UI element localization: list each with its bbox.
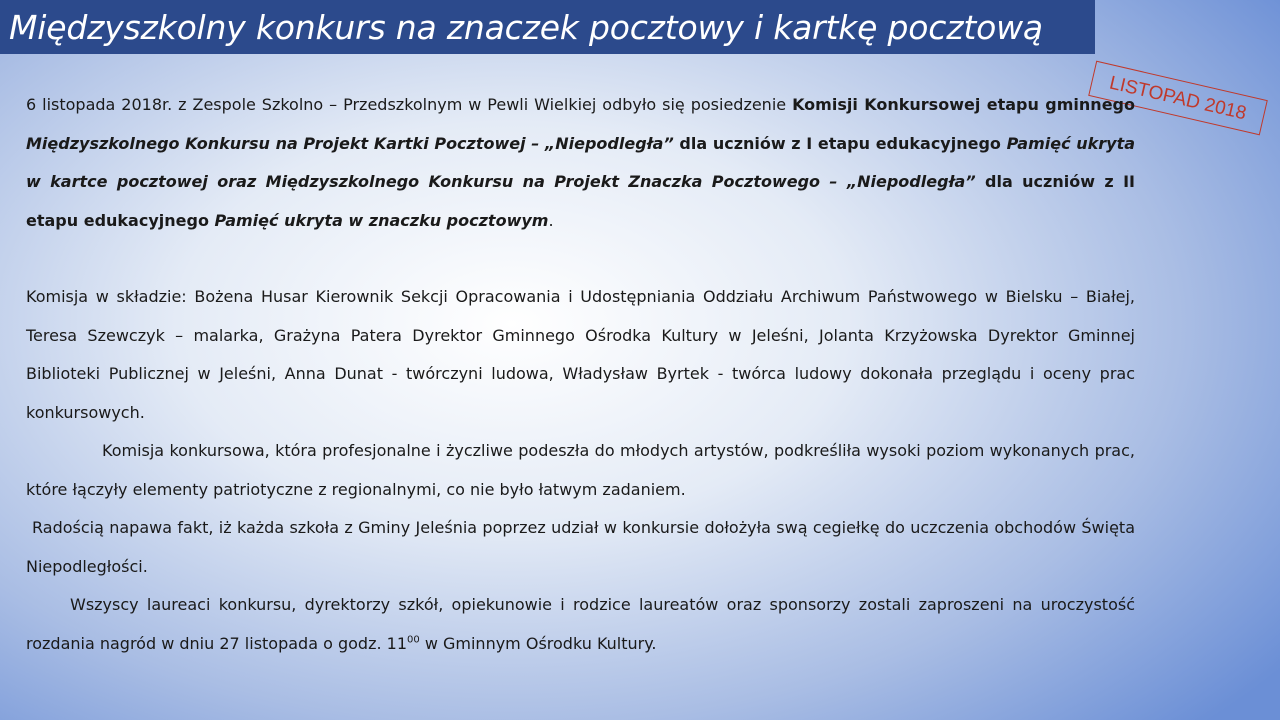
invitation-text: Wszyscy laureaci konkursu, dyrektorzy szkół, opiekunowie i rodzice laureatów oraz sponsorzy zostali zaproszeni na uroczystość rozdania nagród w dniu 27 listopada o godz. 11 (26, 595, 1135, 653)
intro-stage-two: dla uczniów z II etapu edukacyjnego (26, 172, 1135, 230)
invitation-place: w Gminnym Ośrodku Kultury. (419, 633, 657, 653)
date-stamp: LISTOPAD 2018 (1088, 61, 1268, 136)
paragraph-joy: Radością napawa fakt, iż każda szkoła z Gminy Jeleśnia poprzez udział w konkursie dołożyła swą cegiełkę do uczczenia obchodów Święta Niepodległości. (26, 518, 1135, 576)
paragraph-committee: Komisja w składzie: Bożena Husar Kierownik Sekcji Opracowania i Udostępniania Oddziału Archiwum Państwowego w Bielsku – Białej, Teresa Szewczyk – malarka, Grażyna Patera Dyrektor Gminnego Ośrodka Kultury w Jeleśni, Jolanta Krzyżowska Dyrektor Gminnej Biblioteki Publicznej w Jeleśni, Anna Dunat - twórczyni ludowa, Władysław Byrtek - twórca ludowy dokonała przeglądu i oceny prac konkursowych. (26, 287, 1135, 422)
intro-stage-one: dla uczniów z I etapu edukacyjnego (673, 133, 1007, 153)
invitation-time-minutes: 00 (407, 634, 420, 646)
page-title: Międzyszkolny konkurs na znaczek pocztowy i kartkę pocztową (9, 8, 1043, 47)
contest-postcard-name: Międzyszkolnego Konkursu na Projekt Kartki Pocztowej – „Niepodległa” (26, 133, 674, 153)
paragraph-gap (26, 240, 1135, 278)
stamp-theme: Pamięć ukryta w znaczku pocztowym (214, 210, 549, 230)
contest-stamp-name: Pamięć ukryta w kartce pocztowej oraz Międzyszkolnego Konkursu na Projekt Znaczka Pocztowego – „Niepodległa” (26, 133, 1136, 191)
article-body (26, 86, 1135, 663)
paragraph-intro (26, 86, 1135, 240)
committee-name: Komisji Konkursowej etapu gminnego (792, 95, 1135, 114)
intro-period: . (548, 210, 554, 230)
paragraph-evaluation: Komisja konkursowa, która profesjonalne i życzliwe podeszła do młodych artystów, podkreśliła wysoki poziom wykonanych prac, które łączyły elementy patriotyczne z regionalnymi, co nie było łatwym zadaniem. (26, 441, 1135, 499)
title-bar (0, 0, 1095, 54)
paragraph-invitation (26, 586, 1135, 663)
intro-text: 6 listopada 2018r. z Zespole Szkolno – Przedszkolnym w Pewli Wielkiej odbyło się posiedzenie (26, 95, 793, 114)
